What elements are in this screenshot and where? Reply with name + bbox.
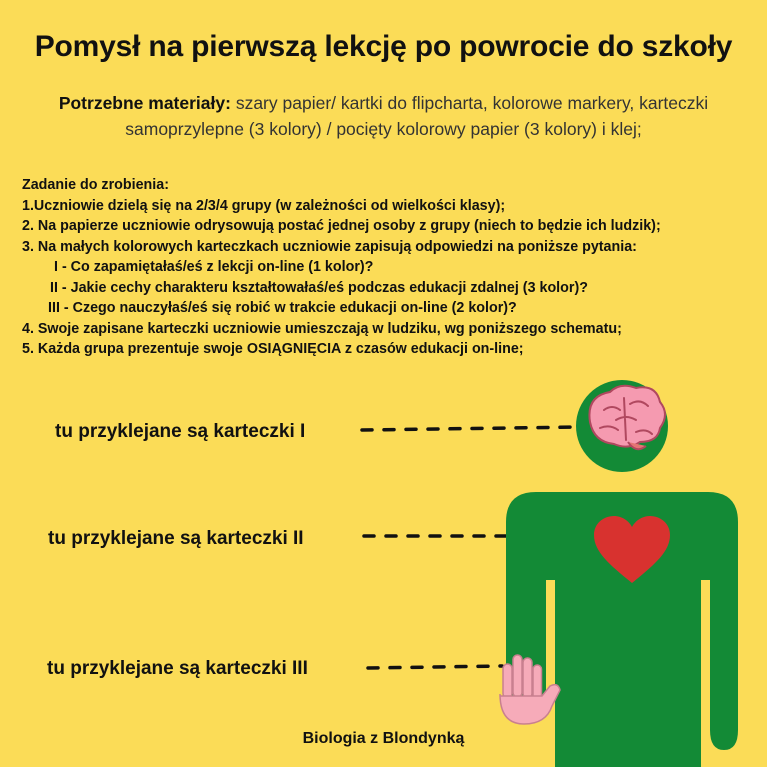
materials-text: szary papier/ kartki do flipcharta, kolorowe markery, karteczki samoprzylepne (3 kolory) / pocięty kolorowy papier (3 kolory) i klej;: [125, 93, 709, 139]
heart-icon: [594, 516, 670, 583]
connector-lines: [362, 427, 597, 668]
task-step-3: 3. Na małych kolorowych karteczkach uczniowie zapisują odpowiedzi na poniższe pytania:: [22, 238, 637, 255]
task-step-4: 4. Swoje zapisane karteczki uczniowie umieszczają w ludziku, wg poniższego schematu;: [22, 320, 622, 337]
question-3: III - Czego nauczyłaś/eś się robić w trakcie edukacji on-line (2 kolor)?: [48, 300, 517, 316]
task-heading: Zadanie do zrobienia:: [22, 177, 169, 193]
question-2: II - Jakie cechy charakteru kształtowałaś/eś podczas edukacji zdalnej (3 kolor)?: [50, 279, 588, 296]
figure-torso: [506, 492, 738, 767]
materials-section: [40, 90, 727, 142]
label-notes-3: tu przyklejane są karteczki III: [47, 658, 308, 679]
task-step-5: [22, 339, 752, 360]
connector-line-3: [368, 666, 502, 668]
task-step-2: 2. Na papierze uczniowie odrysowują postać jednej osoby z grupy (niech to będzie ich ludzik);: [22, 218, 661, 234]
task-step-1: 1.Uczniowie dzielą się na 2/3/4 grupy (w zależności od wielkości klasy);: [22, 197, 506, 214]
brain-icon: [589, 386, 665, 449]
task-step-5-post: z czasów edukacji on-line;: [340, 341, 524, 357]
figure-head: [576, 380, 668, 472]
label-notes-2: tu przyklejane są karteczki II: [48, 528, 304, 549]
achievements-word: OSIĄGNIĘCIA: [246, 341, 341, 357]
page-title: Pomysł na pierwszą lekcję po powrocie do szkoły: [34, 30, 733, 63]
task-step-5-pre: 5. Każda grupa prezentuje swoje: [22, 341, 247, 357]
materials-label: Potrzebne materiały:: [58, 93, 231, 113]
hand-icon: [500, 655, 560, 724]
connector-line-1: [362, 427, 582, 430]
person-figure: [506, 380, 738, 767]
footer-credit: Biologia z Blondynką: [302, 730, 465, 747]
question-1: I - Co zapamiętałaś/eś z lekcji on-line (1 kolor)?: [54, 259, 374, 275]
task-section: [22, 175, 752, 360]
label-notes-1: tu przyklejane są karteczki I: [55, 421, 306, 442]
